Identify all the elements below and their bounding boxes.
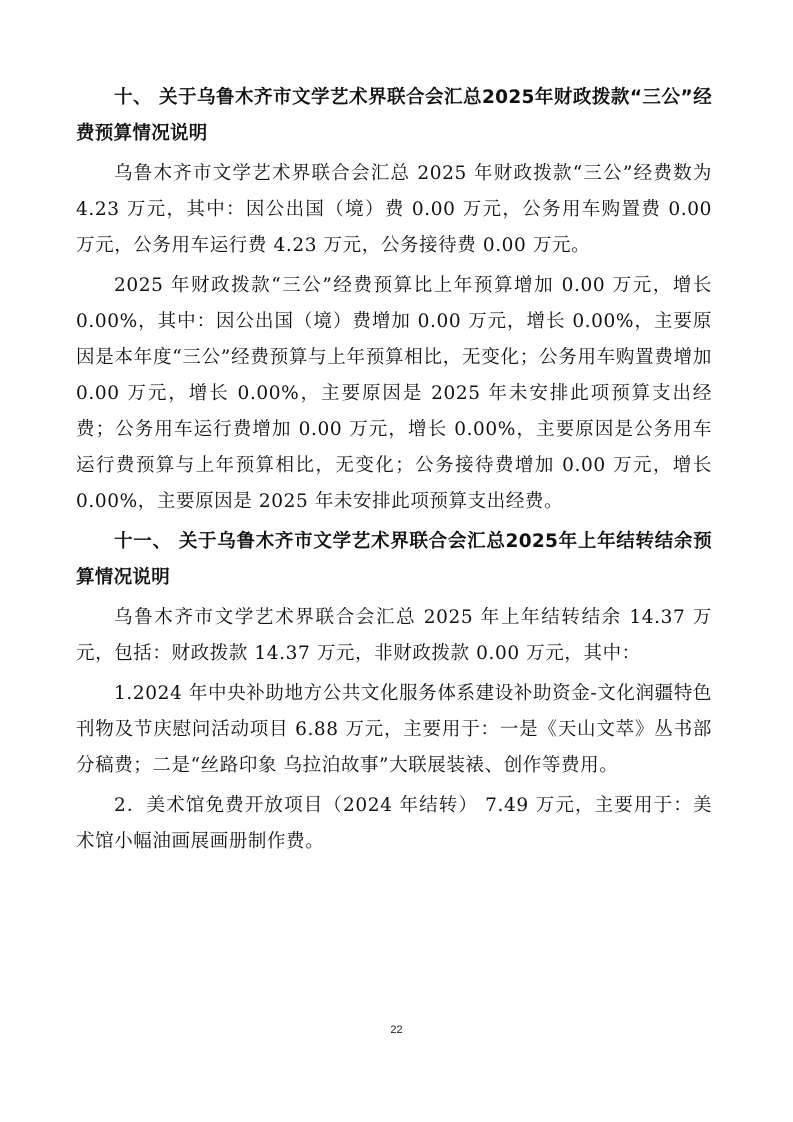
carryover-item-2-paragraph: 2．美术馆免费开放项目（2024 年结转） 7.49 万元，主要用于：美术馆小幅油画展画册制作费。 [76,795,712,852]
page-number: 22 [390,1024,403,1036]
section-heading-ten: 十、 关于乌鲁木齐市文学艺术界联合会汇总2025年财政拨款“三公”经费预算情况说明 [76,87,712,144]
document-body [76,80,712,864]
carryover-item-1-paragraph: 1.2024 年中央补助地方公共文化服务体系建设补助资金-文化润疆特色刊物及节庆慰问活动项目 6.88 万元，主要用于：一是《天山文萃》丛书部分稿费；二是“丝路印象 乌拉泊故事”大联展装裱、创作等费用。 [76,683,712,776]
three-public-expenses-change-paragraph: 2025 年财政拨款“三公”经费预算比上年预算增加 0.00 万元，增长 0.00%，其中：因公出国（境）费增加 0.00 万元，增长 0.00%，主要原因是本年度“三公”经费预算与上年预算相比，无变化；公务用车购置费增加 0.00 万元，增长 0.00%，主要原因是 2025 年未安排此项预算支出经费；公务用车运行费增加 0.00 万元，增长 0.00%，主要原因是公务用车运行费预算与上年预算相比，无变化；公务接待费增加 0.00 万元，增长 0.00%，主要原因是 2025 年未安排此项预算支出经费。 [76,275,712,512]
three-public-expenses-summary-paragraph: 乌鲁木齐市文学艺术界联合会汇总 2025 年财政拨款“三公”经费数为 4.23 万元，其中：因公出国（境）费 0.00 万元，公务用车购置费 0.00 万元，公务用车运行费 4.23 万元，公务接待费 0.00 万元。 [76,163,712,256]
section-heading-eleven: 十一、 关于乌鲁木齐市文学艺术界联合会汇总2025年上年结转结余预算情况说明 [76,531,712,588]
carryover-summary-paragraph: 乌鲁木齐市文学艺术界联合会汇总 2025 年上年结转结余 14.37 万元，包括：财政拨款 14.37 万元，非财政拨款 0.00 万元，其中： [76,607,712,664]
